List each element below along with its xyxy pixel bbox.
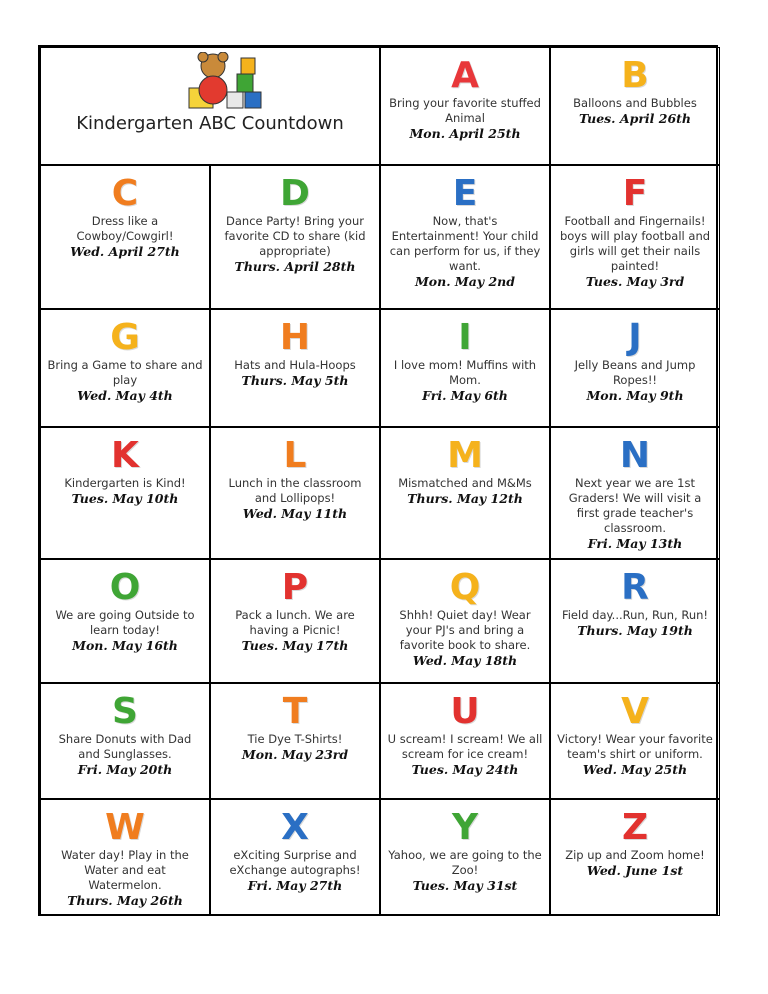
- activity-date: Wed. May 25th: [582, 762, 688, 777]
- letter-icon: V: [621, 691, 649, 732]
- letter-icon: A: [451, 55, 479, 96]
- activity-description: Jelly Beans and Jump Ropes!!: [574, 358, 696, 387]
- letter-icon: F: [622, 173, 648, 214]
- title-cell: [40, 47, 380, 165]
- day-cell-p: [210, 559, 380, 683]
- activity-description: U scream! I scream! We all scream for ice cream!: [387, 732, 543, 761]
- page-title: Kindergarten ABC Countdown: [76, 113, 344, 134]
- activity-description: Water day! Play in the Water and eat Watermelon.: [61, 848, 189, 892]
- day-cell-m: [380, 427, 550, 559]
- letter-icon: N: [619, 435, 651, 476]
- letter-icon: P: [281, 567, 309, 608]
- letter-icon: J: [628, 317, 642, 358]
- activity-date: Tues. May 10th: [71, 491, 179, 506]
- letter-icon: Q: [449, 567, 481, 608]
- activity-description: Football and Fingernails! boys will play football and girls will get their nails painted!: [559, 214, 711, 273]
- activity-date: Wed. May 18th: [412, 653, 518, 668]
- activity-date: Tues. April 26th: [578, 111, 692, 126]
- activity-date: Thurs. May 12th: [407, 491, 523, 506]
- letter-icon: D: [280, 173, 310, 214]
- day-cell-v: [550, 683, 720, 799]
- activity-date: Fri. May 27th: [247, 878, 343, 893]
- activity-description: Now, that's Entertainment! Your child can perform for us, if they want.: [389, 214, 541, 273]
- day-cell-h: [210, 309, 380, 427]
- day-cell-g: [40, 309, 210, 427]
- letter-icon: T: [282, 691, 308, 732]
- activity-date: Thurs. May 19th: [577, 623, 693, 638]
- activity-date: Mon. May 23rd: [241, 747, 349, 762]
- day-cell-e: [380, 165, 550, 309]
- activity-date: Mon. May 2nd: [414, 274, 516, 289]
- day-cell-k: [40, 427, 210, 559]
- activity-description: Next year we are 1st Graders! We will visit a first grade teacher's classroom.: [568, 476, 702, 535]
- day-cell-j: [550, 309, 720, 427]
- day-cell-t: [210, 683, 380, 799]
- letter-icon: Y: [451, 807, 479, 848]
- activity-description: Balloons and Bubbles: [573, 96, 697, 110]
- day-cell-a: [380, 47, 550, 165]
- day-cell-c: [40, 165, 210, 309]
- day-cell-r: [550, 559, 720, 683]
- activity-date: Wed. May 11th: [242, 506, 348, 521]
- activity-description: Tie Dye T-Shirts!: [247, 732, 343, 746]
- activity-description: Yahoo, we are going to the Zoo!: [388, 848, 542, 877]
- activity-description: eXciting Surprise and eXchange autographs!: [229, 848, 361, 877]
- activity-date: Wed. June 1st: [586, 863, 684, 878]
- activity-description: Dance Party! Bring your favorite CD to share (kid appropriate): [224, 214, 366, 258]
- activity-date: Wed. May 4th: [77, 388, 173, 403]
- calendar-grid: [38, 45, 718, 916]
- day-cell-d: [210, 165, 380, 309]
- day-cell-i: [380, 309, 550, 427]
- activity-date: Wed. April 27th: [70, 244, 180, 259]
- letter-icon: Z: [621, 807, 649, 848]
- letter-icon: S: [112, 691, 138, 732]
- day-cell-z: [550, 799, 720, 916]
- activity-date: Tues. May 24th: [411, 762, 519, 777]
- activity-description: Victory! Wear your favorite team's shirt or uniform.: [557, 732, 713, 761]
- day-cell-o: [40, 559, 210, 683]
- activity-date: Fri. May 6th: [422, 388, 508, 403]
- activity-description: Pack a lunch. We are having a Picnic!: [235, 608, 355, 637]
- activity-date: Thurs. May 26th: [67, 893, 183, 908]
- day-cell-x: [210, 799, 380, 916]
- activity-description: Share Donuts with Dad and Sunglasses.: [58, 732, 192, 761]
- activity-date: Thurs. May 5th: [241, 373, 349, 388]
- activity-date: Mon. May 9th: [586, 388, 684, 403]
- letter-icon: R: [621, 567, 649, 608]
- activity-description: Kindergarten is Kind!: [64, 476, 186, 490]
- day-cell-f: [550, 165, 720, 309]
- activity-date: Thurs. April 28th: [234, 259, 356, 274]
- activity-description: Shhh! Quiet day! Wear your PJ's and bring a favorite book to share.: [399, 608, 531, 652]
- activity-description: Field day...Run, Run, Run!: [561, 608, 709, 622]
- letter-icon: B: [621, 55, 649, 96]
- activity-date: Tues. May 3rd: [585, 274, 685, 289]
- day-cell-w: [40, 799, 210, 916]
- letter-icon: L: [283, 435, 307, 476]
- activity-description: We are going Outside to learn today!: [55, 608, 195, 637]
- day-cell-l: [210, 427, 380, 559]
- day-cell-q: [380, 559, 550, 683]
- teddy-bear-blocks-icon: [181, 52, 271, 110]
- letter-icon: W: [105, 807, 145, 848]
- letter-icon: I: [458, 317, 472, 358]
- letter-icon: K: [111, 435, 139, 476]
- letter-icon: U: [450, 691, 480, 732]
- activity-description: Mismatched and M&Ms: [398, 476, 532, 490]
- activity-description: Bring your favorite stuffed Animal: [389, 96, 541, 125]
- letter-icon: G: [110, 317, 140, 358]
- day-cell-s: [40, 683, 210, 799]
- activity-description: Hats and Hula-Hoops: [234, 358, 356, 372]
- activity-date: Tues. May 31st: [412, 878, 518, 893]
- letter-icon: X: [281, 807, 309, 848]
- activity-date: Tues. May 17th: [241, 638, 349, 653]
- activity-description: Dress like a Cowboy/Cowgirl!: [76, 214, 174, 243]
- day-cell-y: [380, 799, 550, 916]
- day-cell-b: [550, 47, 720, 165]
- letter-icon: C: [111, 173, 139, 214]
- activity-description: Lunch in the classroom and Lollipops!: [228, 476, 362, 505]
- activity-date: Fri. May 13th: [587, 536, 683, 551]
- activity-description: I love mom! Muffins with Mom.: [393, 358, 537, 387]
- activity-date: Fri. May 20th: [77, 762, 173, 777]
- letter-icon: O: [109, 567, 141, 608]
- letter-icon: E: [452, 173, 478, 214]
- activity-date: Mon. May 16th: [72, 638, 178, 653]
- letter-icon: H: [279, 317, 311, 358]
- day-cell-u: [380, 683, 550, 799]
- activity-date: Mon. April 25th: [409, 126, 521, 141]
- activity-description: Zip up and Zoom home!: [565, 848, 705, 862]
- activity-description: Bring a Game to share and play: [47, 358, 203, 387]
- day-cell-n: [550, 427, 720, 559]
- letter-icon: M: [447, 435, 483, 476]
